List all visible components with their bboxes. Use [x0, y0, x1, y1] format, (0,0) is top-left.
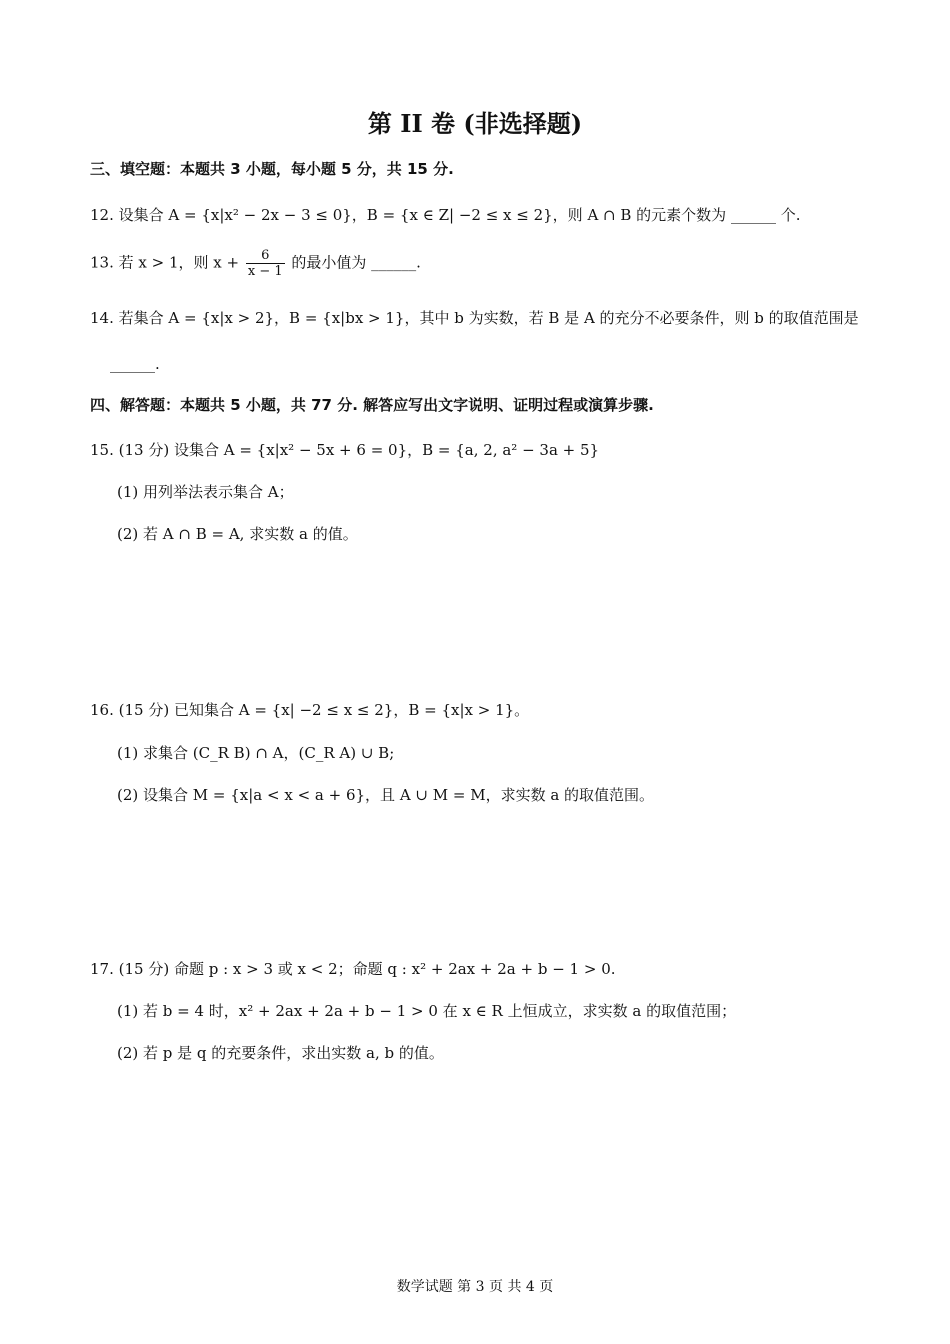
page-title: 第 II 卷 (非选择题) — [367, 109, 583, 138]
question-17-part2: (2) 若 p 是 q 的充要条件，求出实数 a, b 的值。 — [117, 1044, 444, 1062]
question-12: 12. 设集合 A = {x|x² − 2x − 3 ≤ 0}，B = {x ∈ Z| −2 ≤ x ≤ 2}，则 A ∩ B 的元素个数为 ______ 个. — [90, 206, 801, 224]
question-13 — [90, 248, 421, 279]
section-fill-in-header: 三、填空题：本题共 3 小题，每小题 5 分，共 15 分. — [90, 160, 454, 178]
question-16-part2: (2) 设集合 M = {x|a < x < a + 6}，且 A ∪ M = M，求实数 a 的取值范围。 — [117, 786, 655, 804]
question-13-lead: 13. 若 x > 1，则 x + — [90, 253, 240, 272]
question-15-stem: 15. (13 分) 设集合 A = {x|x² − 5x + 6 = 0}，B = {a, 2, a² − 3a + 5} — [90, 441, 600, 459]
question-13-tail: 的最小值为 ______. — [291, 253, 421, 272]
question-14-line1: 14. 若集合 A = {x|x > 2}，B = {x|bx > 1}，其中 b 为实数，若 B 是 A 的充分不必要条件，则 b 的取值范围是 — [90, 309, 859, 327]
section-answer-header: 四、解答题：本题共 5 小题，共 77 分. 解答应写出文字说明、证明过程或演算步骤. — [90, 396, 654, 414]
fraction-numerator: 6 — [246, 248, 285, 264]
question-14-line2: ______. — [110, 355, 160, 373]
fraction-denominator: x − 1 — [247, 264, 283, 279]
question-13-fraction — [246, 248, 285, 279]
question-15-part2: (2) 若 A ∩ B = A, 求实数 a 的值。 — [117, 525, 358, 543]
page-footer: 数学试题 第 3 页 共 4 页 — [396, 1279, 554, 1295]
question-15-part1: (1) 用列举法表示集合 A； — [117, 483, 294, 501]
question-16-stem: 16. (15 分) 已知集合 A = {x| −2 ≤ x ≤ 2}，B = {x|x > 1}。 — [90, 701, 530, 719]
question-16-part1: (1) 求集合 (C_R B) ∩ A，(C_R A) ∪ B; — [117, 744, 395, 762]
question-17-part1: (1) 若 b = 4 时，x² + 2ax + 2a + b − 1 > 0 在 x ∈ R 上恒成立，求实数 a 的取值范围； — [117, 1002, 737, 1020]
question-17-stem: 17. (15 分) 命题 p : x > 3 或 x < 2；命题 q : x² + 2ax + 2a + b − 1 > 0. — [90, 960, 616, 978]
